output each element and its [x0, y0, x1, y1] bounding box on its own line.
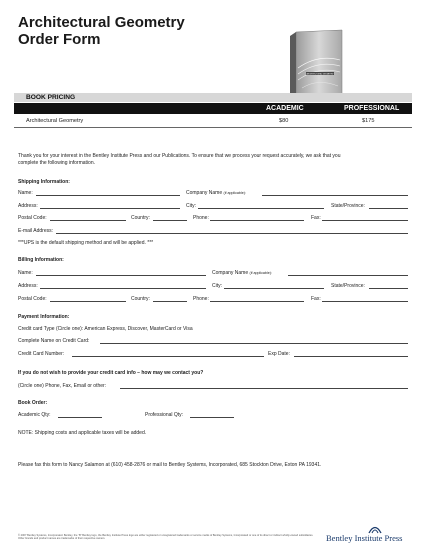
name-on-card-field[interactable]	[100, 343, 408, 344]
billing-company-label: Company Name (if applicable):	[212, 270, 272, 276]
shipping-state-field[interactable]	[369, 208, 408, 209]
professional-price: $175	[362, 117, 375, 124]
billing-heading: Billing Information:	[18, 257, 64, 263]
academic-price: $80	[279, 117, 289, 124]
billing-address-label: Address:	[18, 283, 38, 289]
shipping-heading: Shipping Information:	[18, 179, 70, 185]
exp-date-field[interactable]	[294, 356, 408, 357]
intro-line-1: Thank you for your interest in the Bentley Institute Press and our Publications. To ensure that we process your request accurately, we ask that you	[18, 153, 341, 159]
page-title	[18, 14, 185, 48]
shipping-postal-field[interactable]	[50, 220, 126, 221]
billing-city-field[interactable]	[224, 288, 324, 289]
bentley-institute-press-logo: Bentley Institute Press	[326, 533, 403, 543]
pricing-header-row	[14, 103, 412, 114]
book-cover-text: ARCHITECTURAL GEOMETRY	[306, 73, 334, 76]
shipping-company-label: Company Name (if applicable):	[186, 190, 246, 196]
shipping-city-field[interactable]	[198, 208, 324, 209]
shipping-state-label: State/Province:	[331, 203, 365, 209]
professional-qty-field[interactable]	[190, 417, 234, 418]
billing-phone-field[interactable]	[210, 301, 304, 302]
shipping-fax-label: Fax:	[311, 215, 321, 221]
title-line-1: Architectural Geometry	[18, 14, 185, 31]
shipping-email-field[interactable]	[56, 233, 408, 234]
exp-date-label: Exp Date:	[268, 351, 290, 357]
shipping-address-field[interactable]	[40, 208, 180, 209]
shipping-fax-field[interactable]	[322, 220, 408, 221]
academic-qty-label: Academic Qty:	[18, 412, 51, 418]
shipping-postal-label: Postal Code:	[18, 215, 47, 221]
billing-name-field[interactable]	[36, 275, 206, 276]
shipping-country-field[interactable]	[153, 220, 187, 221]
shipping-country-label: Country:	[131, 215, 150, 221]
product-name: Architectural Geometry	[26, 117, 84, 124]
ups-note: ***UPS is the default shipping method and will be applied. ***	[18, 240, 154, 246]
card-number-field[interactable]	[72, 356, 264, 357]
contact-heading: If you do not wish to provide your credit card info – how may we contact you?	[18, 370, 204, 376]
order-heading: Book Order:	[18, 400, 48, 406]
billing-country-label: Country:	[131, 296, 150, 302]
shipping-company-field[interactable]	[262, 195, 408, 196]
academic-column-header: ACADEMIC	[266, 104, 304, 112]
billing-postal-label: Postal Code:	[18, 296, 47, 302]
contact-options-label: (Circle one) Phone, Fax, Email or other:	[18, 383, 107, 389]
contact-other-field[interactable]	[120, 388, 408, 389]
billing-if-applicable: (if applicable):	[249, 271, 272, 275]
shipping-phone-field[interactable]	[210, 220, 304, 221]
fax-instructions: Please fax this form to Nancy Salamon at (610) 458-2876 or mail to Bentley Systems, Incorporated, 685 Stockton Drive, Exton PA 19341.	[18, 462, 322, 468]
payment-heading: Payment Information:	[18, 314, 70, 320]
professional-column-header: PROFESSIONAL	[344, 104, 400, 112]
billing-name-label: Name:	[18, 270, 33, 276]
billing-fax-label: Fax:	[311, 296, 321, 302]
shipping-if-applicable: (if applicable):	[223, 191, 246, 195]
billing-city-label: City:	[212, 283, 222, 289]
billing-phone-label: Phone:	[193, 296, 209, 302]
shipping-address-label: Address:	[18, 203, 38, 209]
professional-qty-label: Professional Qty:	[145, 412, 184, 418]
billing-country-field[interactable]	[153, 301, 187, 302]
book-cover-image	[288, 28, 346, 102]
name-on-card-label: Complete Name on Credit Card:	[18, 338, 90, 344]
legal-notice: © 2007 Bentley Systems, Incorporated. Bentley, the “B” Bentley logo, the Bentley Institute Press logo are either registered or unregistered trademarks or service marks of Bentley Systems, Incorporated or one of its direct or indirect wholly-owned subsidiaries. Other brands and product names are trademarks of their respective owners.	[18, 534, 314, 541]
pricing-row	[14, 114, 412, 128]
academic-qty-field[interactable]	[58, 417, 102, 418]
intro-line-2: complete the following information.	[18, 160, 95, 166]
billing-state-field[interactable]	[369, 288, 408, 289]
title-line-2: Order Form	[18, 31, 101, 48]
shipping-name-field[interactable]	[36, 195, 180, 196]
billing-state-label: State/Province:	[331, 283, 365, 289]
shipping-email-label: E-mail Address:	[18, 228, 54, 234]
pricing-section-label: BOOK PRICING	[26, 94, 76, 101]
shipping-phone-label: Phone:	[193, 215, 209, 221]
shipping-tax-note: NOTE: Shipping costs and applicable taxes will be added.	[18, 430, 147, 436]
billing-postal-field[interactable]	[50, 301, 126, 302]
shipping-city-label: City:	[186, 203, 196, 209]
billing-company-field[interactable]	[288, 275, 408, 276]
shipping-name-label: Name:	[18, 190, 33, 196]
card-type-text: Credit card Type (Circle one): American Express, Discover, MasterCard or Visa	[18, 326, 193, 332]
billing-fax-field[interactable]	[322, 301, 408, 302]
card-number-label: Credit Card Number:	[18, 351, 65, 357]
billing-address-field[interactable]	[40, 288, 206, 289]
